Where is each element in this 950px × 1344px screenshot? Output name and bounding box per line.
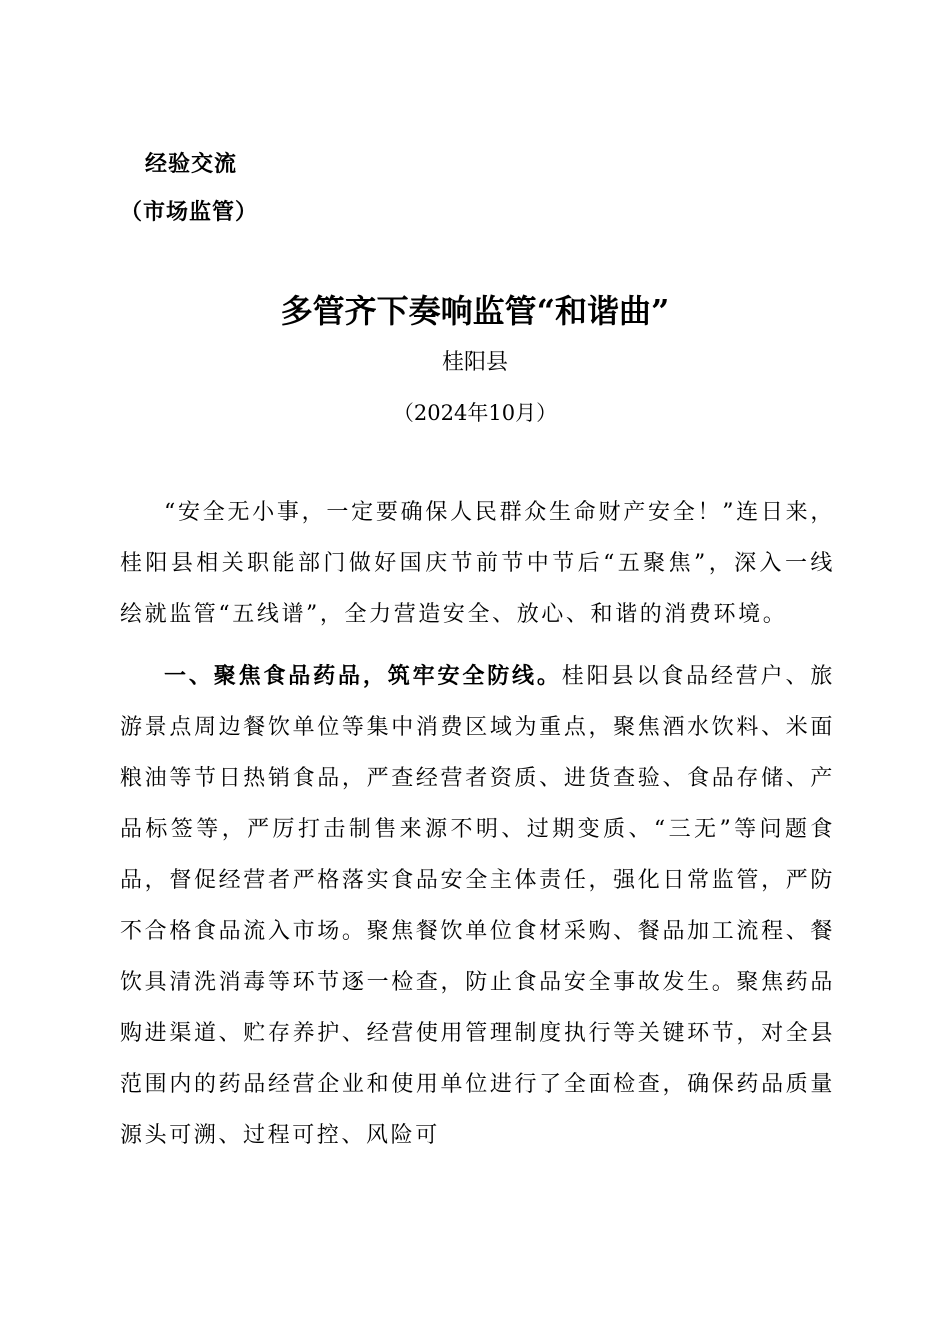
article-date: （2024年10月） bbox=[392, 401, 558, 425]
article-author: 桂阳县 bbox=[441, 350, 508, 375]
paragraph-text: 桂阳县以食品经营户、旅游景点周边餐饮单位等集中消费区域为重点，聚焦酒水饮料、米面粮油等节日热销食品，严查经营者资质、进货查验、食品存储、产品标签等，严厉打击制售来源不明、过期变质、“三无”等问题食品，督促经营者严格落实食品安全主体责任，强化日常监管，严防不合格食品流入市场。聚焦餐饮单位食材采购、餐品加工流程、餐饮具清洗消毒等环节逐一检查，防止食品安全事故发生。聚焦药品购进渠道、贮存养护、经营使用管理制度执行等关键环节，对全县范围内的药品经营企业和使用单位进行了全面检查，确保药品质量源头可溯、过程可控、风险可 bbox=[120, 664, 835, 1148]
section-heading: 一、聚焦食品药品，筑牢安全防线。 bbox=[164, 664, 562, 689]
paragraph-text: “安全无小事，一定要确保人民群众生命财产安全！”连日来，桂阳县相关职能部门做好国庆节前节中节后“五聚焦”，深入一线绘就监管“五线谱”，全力营造安全、放心、和谐的消费环境。 bbox=[120, 500, 835, 627]
paragraph-section-1 bbox=[120, 651, 835, 1161]
document-subcategory: （市场监管） bbox=[120, 200, 259, 225]
paragraph-intro bbox=[120, 487, 835, 640]
document-category: 经验交流 bbox=[145, 152, 238, 177]
article-body bbox=[120, 487, 835, 1161]
article-title: 多管齐下奏响监管“和谐曲” bbox=[280, 292, 670, 330]
